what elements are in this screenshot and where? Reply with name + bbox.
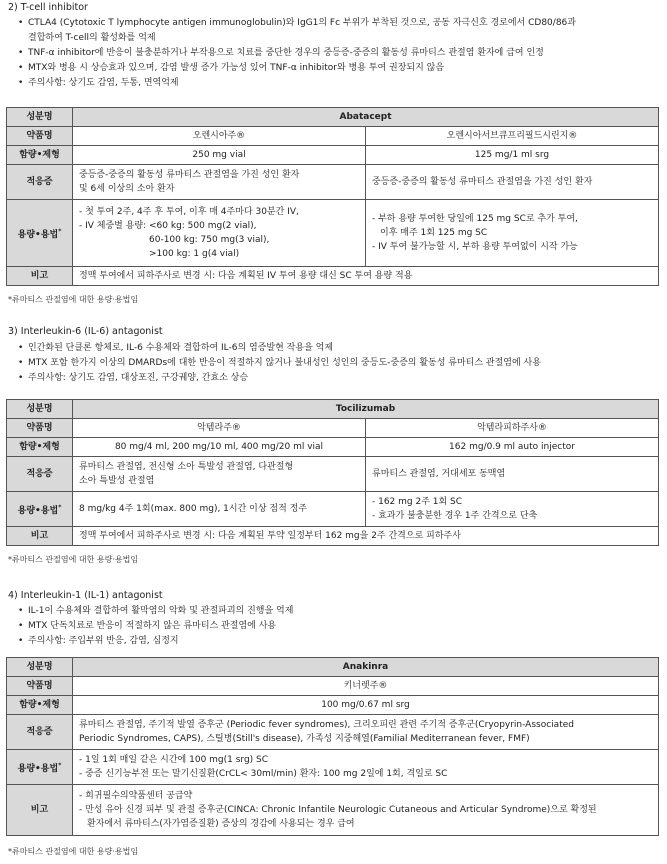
footnote: *류마티스 관절염에 대한 용량·용법임 [8,295,139,304]
anakinra-table [6,657,659,836]
row-label: 함량•제형 [7,146,73,165]
list-item: • CTLA4 (Cytotoxic T lymphocyte antigen immunoglobulin)와 IgG1의 Fc 부위가 부착된 것으로, 공동 자극신호 경로에서 CD80/86과 결합하여 T-cell의 활성화를 억제 [18,16,658,46]
list-item: • 인간화된 단클론 항체로, IL-6 수용체와 결합하여 IL-6의 염증발현 작용을 억제 [18,341,658,356]
bullet-list-il1 [18,604,658,649]
product-name: 오렌시아서브큐프리필드시린지® [366,127,659,146]
tocilizumab-table [6,399,659,546]
row-label: 비고 [7,527,73,546]
ingredient-name: Anakinra [73,658,659,677]
list-item: • 주의사항: 상기도 감염, 대상포진, 구강궤양, 간효소 상승 [18,371,658,386]
strength-value: 100 mg/0.67 ml srg [73,696,659,715]
bullet-list-il6 [18,341,658,386]
footnote: *류마티스 관절염에 대한 용량·용법임 [8,847,139,856]
row-label: 용량•용법* [7,200,73,267]
row-label: 약품명 [7,127,73,146]
row-label: 함량•제형 [7,438,73,457]
dose-text: - 1일 1회 매일 같은 시간에 100 mg(1 srg) SC - 중증 신기능부전 또는 말기신질환(CrCL< 30ml/min) 환자: 100 mg 2일에 1회, 격일로 SC [73,750,659,785]
product-name: 키너렛주® [73,677,659,696]
row-label: 적응증 [7,457,73,492]
remark-text: 정맥 투여에서 피하주사로 변경 시: 다음 계획된 IV 투여 용량 대신 SC 투여 용량 적용 [73,267,659,286]
row-label: 적응증 [7,165,73,200]
ingredient-name: Tocilizumab [73,400,659,419]
product-name: 오렌시아주® [73,127,366,146]
dose-text: - 첫 투여 2주, 4주 후 투여, 이후 매 4주마다 30분간 IV, - IV 체중별 용량: <60 kg: 500 mg(2 vial), 60-100 kg: 750 mg(3 vial), >100 kg: 1 g(4 vial) [73,200,366,267]
row-label: 함량•제형 [7,696,73,715]
row-label: 성분명 [7,400,73,419]
row-label: 용량•용법* [7,750,73,785]
row-label: 비고 [7,785,73,836]
list-item: • 주의사항: 주입부위 반응, 감염, 심정지 [18,634,658,649]
row-label: 적응증 [7,715,73,750]
dose-text: - 162 mg 2주 1회 SC - 효과가 불충분한 경우 1주 간격으로 단축 [366,492,659,527]
list-item: • MTX 포함 한가지 이상의 DMARDs에 대한 반응이 적절하지 않거나 불내성인 성인의 중등도-중증의 활동성 류마티스 관절염에 사용 [18,356,658,371]
list-item: • TNF-α inhibitor에 반응이 불충분하거나 부작용으로 치료를 중단한 경우의 중등증-중증의 활동성 류마티스 관절염 환자에 급여 인정 [18,46,658,61]
indication-text: 중등증-중증의 활동성 류마티스 관절염을 가진 성인 환자 [366,165,659,200]
row-label: 용량•용법* [7,492,73,527]
footnote: *류마티스 관절염에 대한 용량·용법임 [8,555,139,564]
row-label: 약품명 [7,419,73,438]
bullet-list-t-cell [18,16,658,91]
list-item: • MTX와 병용 시 상승효과 있으며, 감염 발생 증가 가능성 있어 TNF-α inhibitor와 병용 투여 권장되지 않음 [18,61,658,76]
row-label: 성분명 [7,658,73,677]
strength-value: 162 mg/0.9 ml auto injector [366,438,659,457]
product-name: 악템라주® [73,419,366,438]
dose-text: 8 mg/kg 4주 1회(max. 800 mg), 1시간 이상 점적 정주 [73,492,366,527]
section-title-il1: 4) Interleukin-1 (IL-1) antagonist [8,590,163,601]
list-item: • MTX 단독치료로 반응이 적절하지 않은 류마티스 관절염에 사용 [18,619,658,634]
abatacept-table [6,107,659,286]
list-item: • IL-1이 수용체와 결합하여 활막염의 악화 및 관절파괴의 진행을 억제 [18,604,658,619]
strength-value: 125 mg/1 ml srg [366,146,659,165]
ingredient-name: Abatacept [73,108,659,127]
remark-text: - 희귀필수의약품센터 공급약 - 만성 유아 신경 피부 및 관절 증후군(CINCA: Chronic Infantile Neurologic Cutaneous and Articular Syndrome)으로 확정된 환자에서 류마티스(자가염증질환) 증상의 경감에 사용되는 경우 급여 [73,785,659,836]
indication-text: 류마티스 관절염, 주기적 발열 증후군 (Periodic fever syndromes), 크리오피린 관련 주기적 증후군(Cryopyrin-Associated Periodic Syndromes, CAPS), 스틸병(Still's disease), 가족성 지중해열(Familial Mediterranean fever, FMF) [73,715,659,750]
product-name: 악템라피하주사® [366,419,659,438]
indication-text: 류마티스 관절염, 전신형 소아 특발성 관절염, 다관절형 소아 특발성 관절염 [73,457,366,492]
row-label: 성분명 [7,108,73,127]
indication-text: 류마티스 관절염, 거대세포 동맥염 [366,457,659,492]
section-title-il6: 3) Interleukin-6 (IL-6) antagonist [8,326,163,337]
section-title-t-cell: 2) T-cell inhibitor [8,2,88,13]
indication-text: 중등증-중증의 활동성 류마티스 관절염을 가진 성인 환자 및 6세 이상의 소아 환자 [73,165,366,200]
list-item: • 주의사항: 상기도 감염, 두통, 면역억제 [18,76,658,91]
strength-value: 250 mg vial [73,146,366,165]
strength-value: 80 mg/4 ml, 200 mg/10 ml, 400 mg/20 ml vial [73,438,366,457]
remark-text: 정맥 투여에서 피하주사로 변경 시: 다음 계획된 투약 일정부터 162 mg을 2주 간격으로 피하주사 [73,527,659,546]
row-label: 약품명 [7,677,73,696]
row-label: 비고 [7,267,73,286]
dose-text: - 부하 용량 투여한 당일에 125 mg SC로 추가 투여, 이후 매주 1회 125 mg SC - IV 투여 불가능할 시, 부하 용량 투여없이 시작 가능 [366,200,659,267]
